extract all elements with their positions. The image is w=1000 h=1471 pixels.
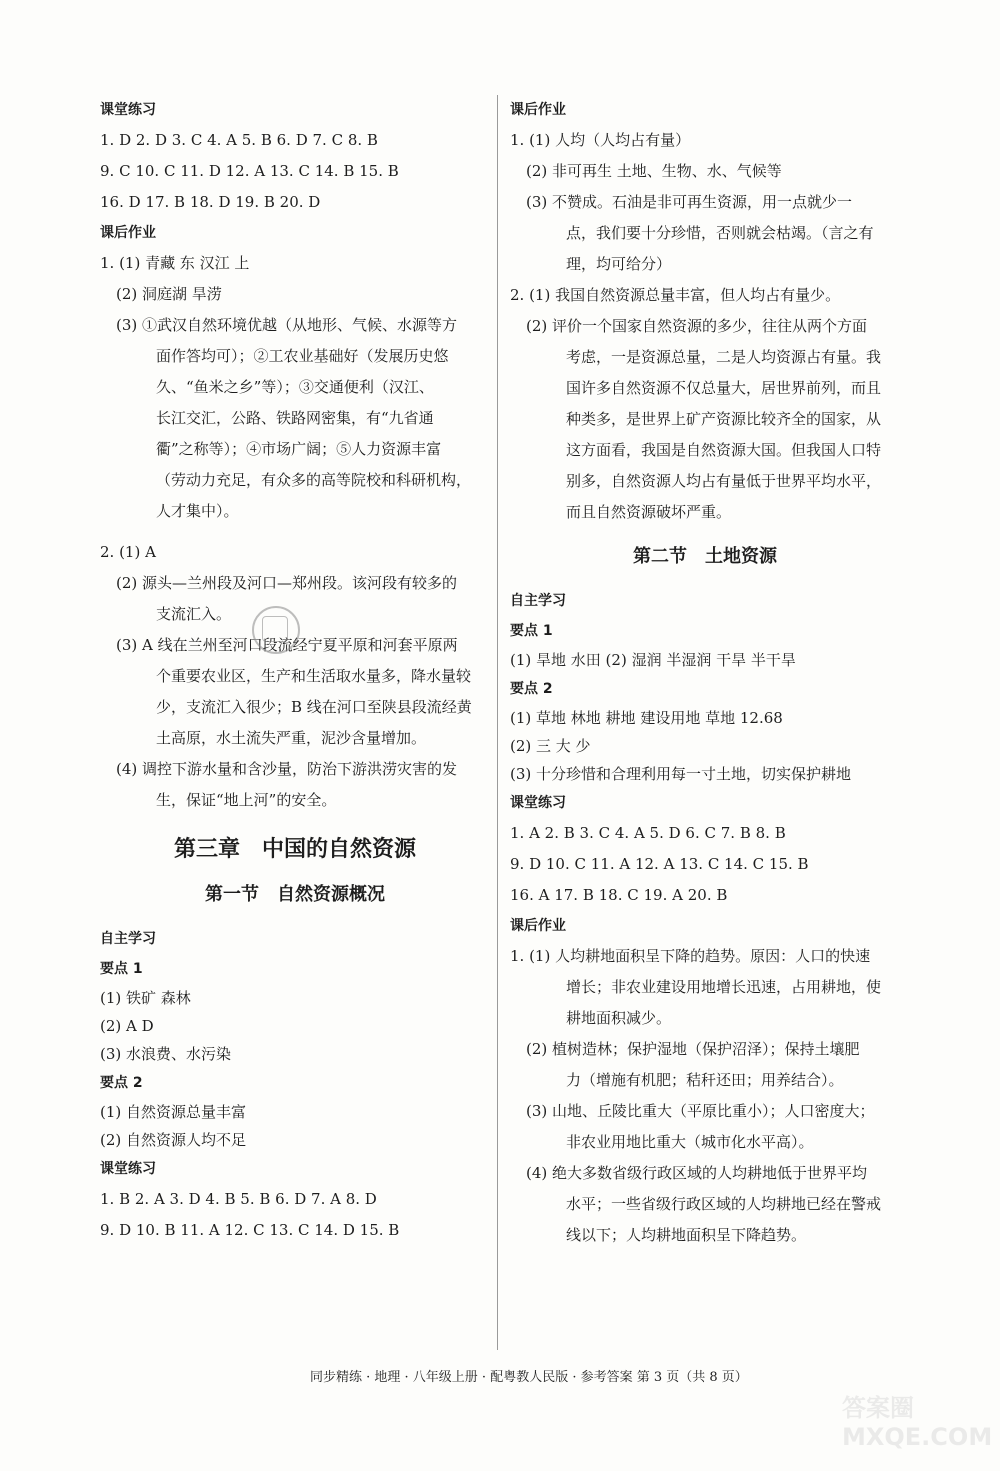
answer-list	[100, 125, 490, 218]
answer-line: 2. (1) 我国自然资源总量丰富，但人均占有量少。	[510, 286, 841, 304]
subsection-heading: 要点 1	[510, 623, 553, 639]
answer-line: (1) 旱地 水田 (2) 湿润 半湿润 干旱 半干旱	[510, 651, 796, 669]
answer-line: (2) 非可再生 土地、生物、水、气候等	[526, 162, 782, 180]
answer-line: 人才集中）。	[156, 502, 239, 520]
page-footer: 同步精练 · 地理 · 八年级上册 · 配粤教人民版 · 参考答案 第 3 页（共 8 页）	[310, 1370, 748, 1385]
answer-line: 1. A 2. B 3. C 4. A 5. D 6. C 7. B 8. B	[510, 824, 786, 842]
section-heading: 课后作业	[510, 102, 566, 118]
answer-line: 1. (1) 人均（人均占有量）	[510, 131, 691, 149]
answer-line: 别多，自然资源人均占有量低于世界平均水平，	[566, 472, 882, 490]
chapter-title: 第三章 中国的自然资源	[173, 837, 416, 862]
answer-line: (2) 洞庭湖 旱涝	[116, 285, 222, 303]
answer-line: 线以下；人均耕地面积呈下降趋势。	[566, 1226, 807, 1244]
answer-line: 这方面看，我国是自然资源大国。但我国人口特	[566, 441, 882, 459]
answer-line: (3) ①武汉自然环境优越（从地形、气候、水源等方	[116, 316, 458, 334]
answer-line: (2) 源头—兰州段及河口—郑州段。该河段有较多的	[116, 574, 458, 592]
answer-line: 面作答均可）；②工农业基础好（发展历史悠	[156, 347, 449, 365]
section-title: 第一节 自然资源概况	[205, 884, 385, 905]
answer-line: 长江交汇，公路、铁路网密集，有“九省通	[156, 409, 434, 427]
subsection-heading: 要点 1	[100, 961, 143, 977]
answer-line: 增长；非农业建设用地增长迅速，占用耕地，使	[566, 978, 882, 996]
answer-line: 1. (1) 人均耕地面积呈下降的趋势。原因：人口的快速	[510, 947, 871, 965]
answer-line: 国许多自然资源不仅总量大，居世界前列，而且	[566, 379, 882, 397]
watermark-text: 答案圈 MXQE.COM	[842, 1394, 993, 1451]
answer-line: 点，我们要十分珍惜，否则就会枯竭。（言之有	[566, 224, 874, 242]
section-heading: 课后作业	[100, 225, 156, 241]
answer-line: (3) 十分珍惜和合理利用每一寸土地，切实保护耕地	[510, 765, 852, 783]
answer-line: （劳动力充足，有众多的高等院校和科研机构，	[156, 471, 472, 489]
answer-line: 9. C 10. C 11. D 12. A 13. C 14. B 15. B	[100, 162, 399, 180]
answer-line: 力（增施有机肥；秸秆还田；用养结合）。	[566, 1071, 844, 1089]
answer-line: (4) 调控下游水量和含沙量，防治下游洪涝灾害的发	[116, 760, 458, 778]
left-column	[100, 95, 490, 1246]
section-heading: 自主学习	[510, 593, 566, 609]
answer-line: (2) A D	[100, 1017, 154, 1035]
answer-line: 个重要农业区，生产和生活取水量多，降水量较	[156, 667, 472, 685]
answer-line: 耕地面积减少。	[566, 1009, 672, 1027]
subsection-heading: 要点 2	[510, 681, 553, 697]
answer-line: 少，支流汇入很少；B 线在河口至陕县段流经黄	[156, 698, 472, 716]
column-divider	[497, 95, 498, 1350]
answer-line: 土高原，水土流失严重，泥沙含量增加。	[156, 729, 427, 747]
answer-line: 衢”之称等）；④市场广阔；⑤人力资源丰富	[156, 440, 442, 458]
answer-line: (3) 山地、丘陵比重大（平原比重小）；人口密度大；	[526, 1102, 875, 1120]
answer-line: (3) 不赞成。石油是非可再生资源，用一点就少一	[526, 193, 853, 211]
answer-line: 理，均可给分）	[566, 255, 672, 273]
answer-line: 而且自然资源破坏严重。	[566, 503, 732, 521]
answer-line: (4) 绝大多数省级行政区域的人均耕地低于世界平均	[526, 1164, 868, 1182]
answer-line: 久、“鱼米之乡”等）；③交通便利（汉江、	[156, 378, 434, 396]
answer-line: 非农业用地比重大（城市化水平高）。	[566, 1133, 814, 1151]
stamp-icon	[252, 606, 300, 654]
answer-line: 2. (1) A	[100, 543, 156, 561]
answer-line: 16. A 17. B 18. C 19. A 20. B	[510, 886, 728, 904]
right-column	[510, 95, 900, 1251]
answer-line: 水平；一些省级行政区域的人均耕地已经在警戒	[566, 1195, 882, 1213]
answer-line: 种类多，是世界上矿产资源比较齐全的国家，从	[566, 410, 882, 428]
section-heading: 课堂练习	[510, 795, 566, 811]
section-heading: 课后作业	[510, 918, 566, 934]
answer-line: (1) 草地 林地 耕地 建设用地 草地 12.68	[510, 709, 783, 727]
answer-line: (2) 自然资源人均不足	[100, 1131, 247, 1149]
subsection-heading: 要点 2	[100, 1075, 143, 1091]
answer-line: (3) 水浪费、水污染	[100, 1045, 232, 1063]
answer-line: 生，保证“地上河”的安全。	[156, 791, 337, 809]
answer-line: 9. D 10. B 11. A 12. C 13. C 14. D 15. B	[100, 1221, 400, 1239]
answer-line: (3) A 线在兰州至河口段流经宁夏平原和河套平原两	[116, 636, 458, 654]
answer-line: (2) 三 大 少	[510, 737, 591, 755]
answer-line: 支流汇入。	[156, 605, 232, 623]
answer-line: 1. B 2. A 3. D 4. B 5. B 6. D 7. A 8. D	[100, 1190, 377, 1208]
answer-line: (1) 铁矿 森林	[100, 989, 191, 1007]
section-heading: 课堂练习	[100, 102, 156, 118]
answer-line: 1. D 2. D 3. C 4. A 5. B 6. D 7. C 8. B	[100, 131, 378, 149]
section-title: 第二节 土地资源	[633, 546, 777, 567]
section-heading: 自主学习	[100, 931, 156, 947]
answer-line: 1. (1) 青藏 东 汉江 上	[100, 254, 250, 272]
answer-line: (2) 植树造林；保护湿地（保护沼泽）；保持土壤肥	[526, 1040, 860, 1058]
answer-line: 9. D 10. C 11. A 12. A 13. C 14. C 15. B	[510, 855, 809, 873]
answer-line: 考虑，一是资源总量，二是人均资源占有量。我	[566, 348, 882, 366]
answer-line: (1) 自然资源总量丰富	[100, 1103, 247, 1121]
answer-line: 16. D 17. B 18. D 19. B 20. D	[100, 193, 321, 211]
answer-line: (2) 评价一个国家自然资源的多少，往往从两个方面	[526, 317, 868, 335]
section-heading: 课堂练习	[100, 1161, 156, 1177]
watermark-logo	[842, 1388, 993, 1458]
